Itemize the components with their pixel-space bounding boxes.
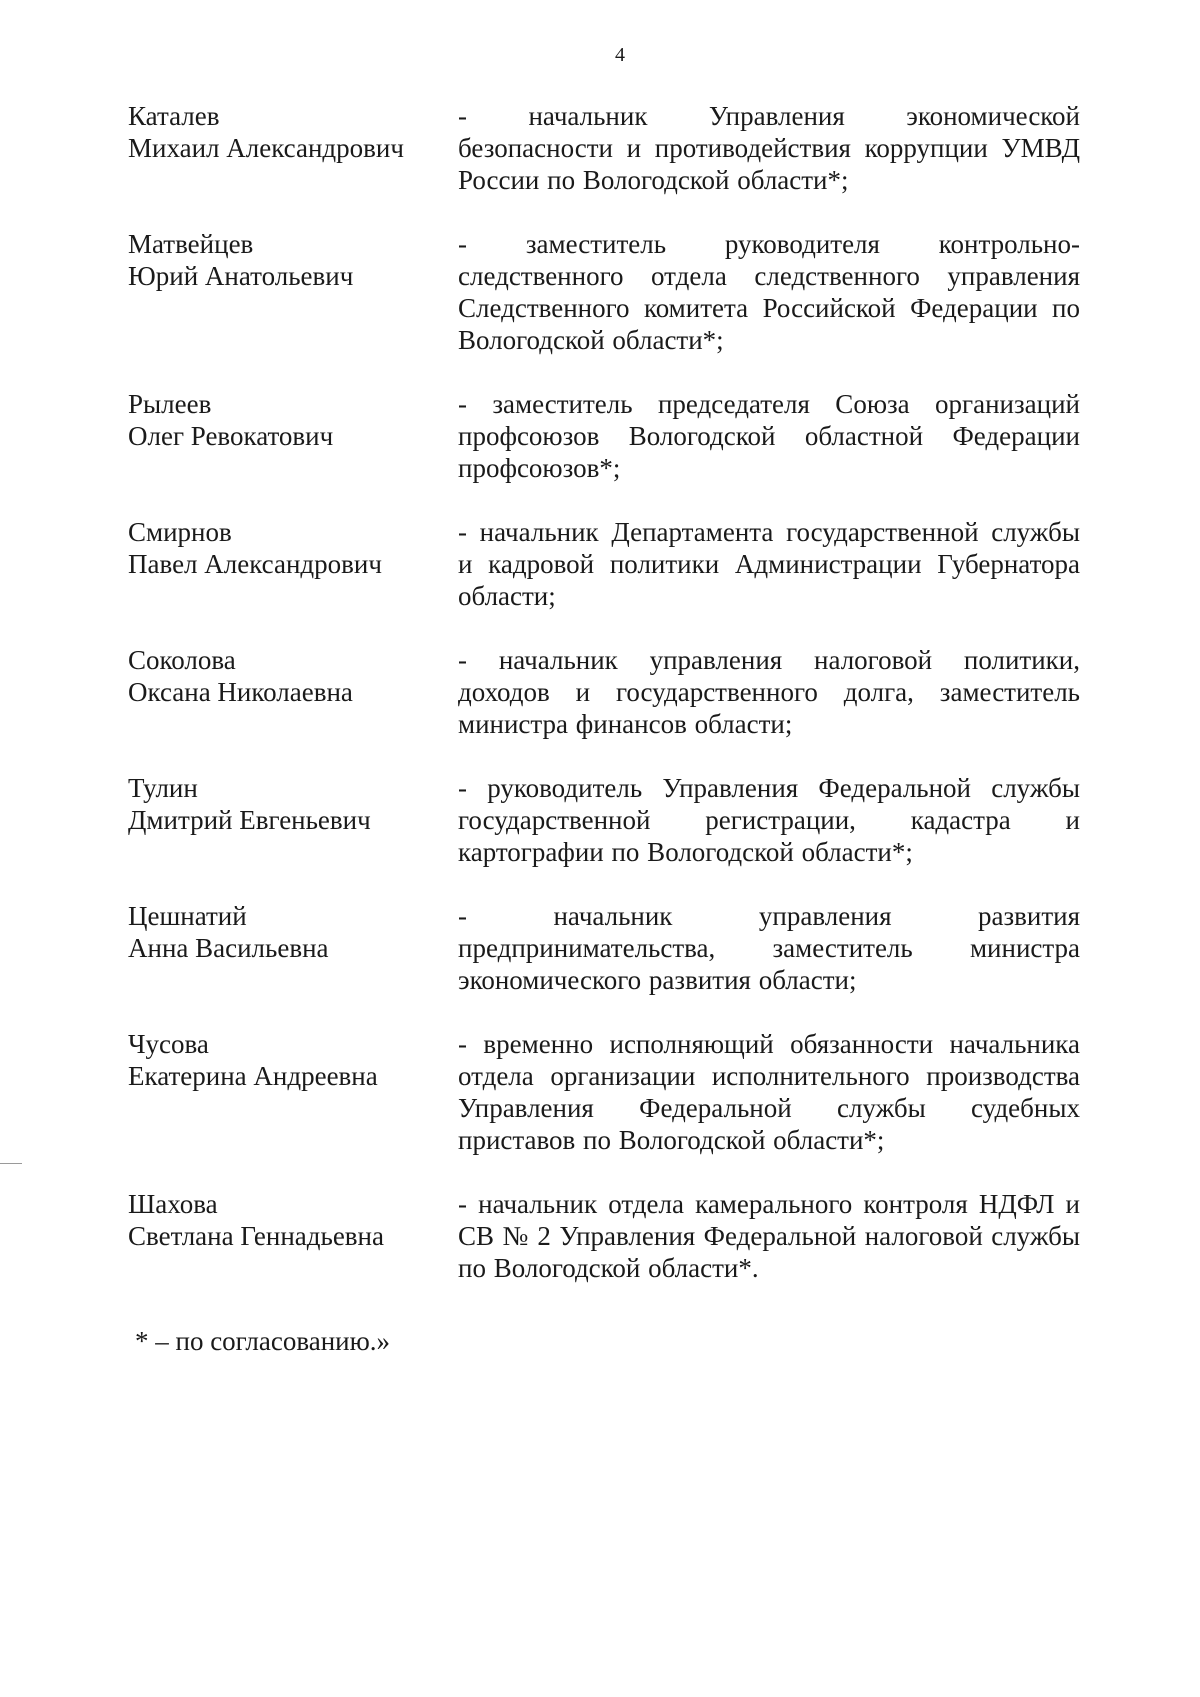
member-entry — [128, 1188, 1084, 1284]
member-entry — [128, 644, 1084, 740]
member-given-name: Дмитрий Евгеньевич — [128, 805, 371, 835]
member-position: - заместитель руководителя контрольно-следственного отдела следственного управления Следственного комитета Российской Федерации по Вологодской области*; — [458, 229, 1080, 355]
member-surname: Смирнов — [128, 517, 232, 547]
member-name — [128, 772, 458, 836]
member-position: - начальник отдела камерального контроля НДФЛ и СВ № 2 Управления Федеральной налоговой службы по Вологодской области*. — [458, 1189, 1080, 1283]
member-position: - заместитель председателя Союза организаций профсоюзов Вологодской областной Федерации профсоюзов*; — [458, 389, 1080, 483]
member-surname: Тулин — [128, 773, 198, 803]
member-name — [128, 388, 458, 452]
member-name — [128, 516, 458, 580]
member-entry — [128, 516, 1084, 612]
member-given-name: Екатерина Андреевна — [128, 1061, 378, 1091]
member-given-name: Олег Ревокатович — [128, 421, 334, 451]
member-given-name: Павел Александрович — [128, 549, 382, 579]
member-name — [128, 100, 458, 164]
member-position: - начальник Департамента государственной службы и кадровой политики Администрации Губернатора области; — [458, 517, 1080, 611]
member-given-name: Михаил Александрович — [128, 133, 404, 163]
member-given-name: Анна Васильевна — [128, 933, 329, 963]
member-surname: Матвейцев — [128, 229, 254, 259]
member-entry — [128, 900, 1084, 996]
member-given-name: Оксана Николаевна — [128, 677, 353, 707]
member-entry — [128, 772, 1084, 868]
member-given-name: Светлана Геннадьевна — [128, 1221, 384, 1251]
member-surname: Каталев — [128, 101, 220, 131]
member-surname: Шахова — [128, 1189, 218, 1219]
member-position: - начальник управления развития предпринимательства, заместитель министра экономического развития области; — [458, 901, 1080, 995]
footnote: * – по согласованию.» — [135, 1326, 391, 1356]
member-entry — [128, 1028, 1084, 1156]
member-entry — [128, 100, 1084, 196]
member-name — [128, 900, 458, 964]
member-name — [128, 1028, 458, 1092]
member-name — [128, 228, 458, 292]
member-position: - начальник управления налоговой политики, доходов и государственного долга, заместитель министра финансов области; — [458, 645, 1080, 739]
member-entry — [128, 228, 1084, 356]
member-list — [128, 100, 1084, 1316]
member-entry — [128, 388, 1084, 484]
member-position: - временно исполняющий обязанности начальника отдела организации исполнительного производства Управления Федеральной службы судебных приставов по Вологодской области*; — [458, 1029, 1080, 1155]
member-surname: Соколова — [128, 645, 236, 675]
member-position: - руководитель Управления Федеральной службы государственной регистрации, кадастра и картографии по Вологодской области*; — [458, 773, 1080, 867]
page-number: 4 — [615, 44, 625, 66]
scan-artifact — [0, 1163, 22, 1164]
member-position: - начальник Управления экономической безопасности и противодействия коррупции УМВД России по Вологодской области*; — [458, 101, 1080, 195]
member-name — [128, 1188, 458, 1252]
member-given-name: Юрий Анатольевич — [128, 261, 354, 291]
member-surname: Чусова — [128, 1029, 209, 1059]
member-surname: Цешнатий — [128, 901, 247, 931]
member-name — [128, 644, 458, 708]
member-surname: Рылеев — [128, 389, 212, 419]
